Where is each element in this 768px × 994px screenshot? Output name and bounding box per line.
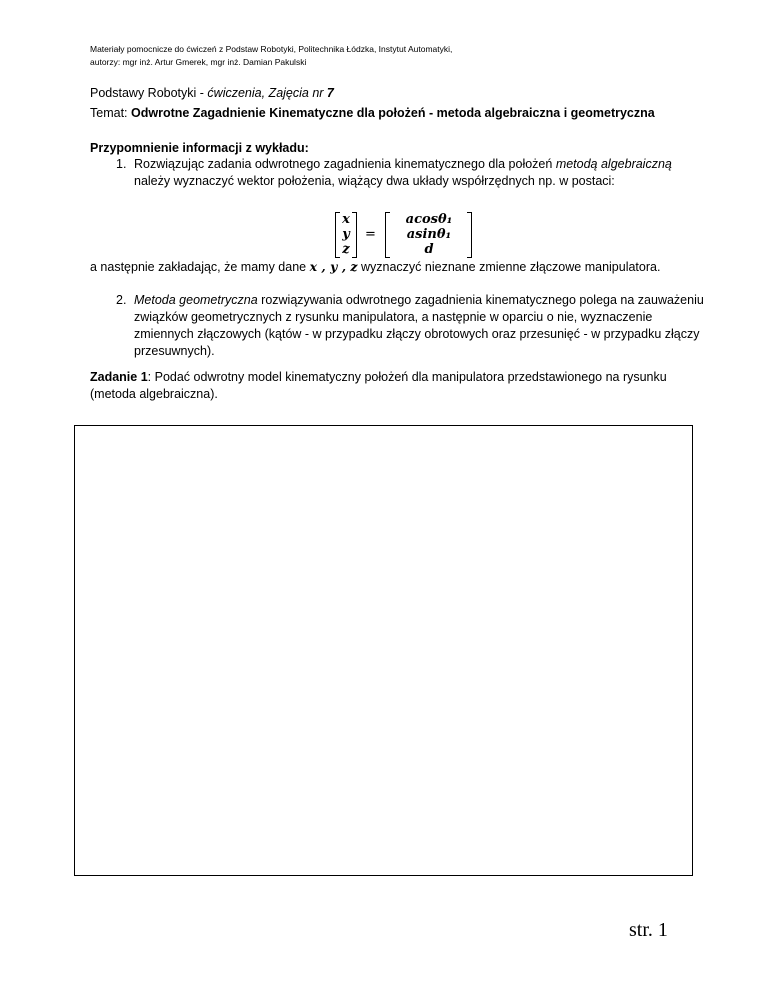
answer-box bbox=[74, 425, 693, 876]
header-line-2: autorzy: mgr inż. Artur Gmerek, mgr inż. Damian Pakulski bbox=[90, 57, 307, 67]
reminder-heading: Przypomnienie informacji z wykładu: bbox=[90, 141, 309, 155]
after-matrix-text-b: wyznaczyć nieznane zmienne złączowe manipulatora. bbox=[357, 260, 661, 274]
topic-line bbox=[90, 105, 655, 121]
task-1-text: : Podać odwrotny model kinematyczny położeń dla manipulatora przedstawionego na rysunku (metoda algebraiczna). bbox=[90, 370, 667, 401]
course-exercise: ćwiczenia, Zajęcia nr bbox=[207, 86, 327, 100]
left-vector-z: z bbox=[342, 242, 350, 257]
left-vector bbox=[340, 212, 352, 257]
item-1-text-italic: metodą algebraiczną bbox=[555, 157, 672, 171]
topic-title: Odwrotne Zagadnienie Kinematyczne dla położeń - metoda algebraiczna i geometryczna bbox=[131, 106, 655, 120]
task-1 bbox=[90, 369, 690, 403]
header-line-1: Materiały pomocnicze do ćwiczeń z Podstaw Robotyki, Politechnika Łódzka, Instytut Automatyki, bbox=[90, 44, 453, 54]
course-prefix: Podstawy Robotyki - bbox=[90, 86, 208, 100]
left-vector-close-bracket bbox=[352, 212, 357, 258]
left-vector-x: x bbox=[342, 212, 350, 227]
right-vector bbox=[390, 212, 468, 257]
task-1-label: Zadanie 1 bbox=[90, 370, 148, 384]
course-line bbox=[90, 85, 334, 101]
document-header bbox=[90, 43, 452, 69]
item-2-number: 2. bbox=[116, 293, 127, 307]
right-vector-close-bracket bbox=[467, 212, 472, 258]
left-vector-y: y bbox=[342, 227, 350, 242]
item-1-number: 1. bbox=[116, 157, 127, 171]
right-vector-row-3: d bbox=[424, 242, 434, 257]
item-1-text-a: Rozwiązując zadania odwrotnego zagadnienia kinematycznego dla położeń bbox=[134, 157, 556, 171]
course-number: 7 bbox=[326, 86, 334, 100]
item-2-text bbox=[134, 292, 706, 360]
right-vector-row-1: acosθ₁ bbox=[405, 212, 453, 227]
equals-sign: = bbox=[365, 227, 376, 242]
item-1-text-b: należy wyznaczyć wektor położenia, wiążący dwa układy współrzędnych np. w postaci: bbox=[134, 174, 615, 188]
item-1-text bbox=[134, 156, 704, 190]
after-matrix-vars: x , y , z bbox=[309, 259, 358, 274]
page-number: str. 1 bbox=[629, 919, 668, 941]
right-vector-row-2: asinθ₁ bbox=[406, 227, 452, 242]
topic-label: Temat: bbox=[90, 106, 131, 120]
after-matrix-text bbox=[90, 259, 710, 275]
item-2-text-b: rozwiązywania odwrotnego zagadnienia kinematycznego polega na zauważeniu związków geometrycznych z rysunku manipulatora, a następnie w oparciu o nie, wyznaczenie zmiennych złączowych (kątów - w przypadku złączy obrotowych oraz przesunięć - w przypadku złączy przesuwnych). bbox=[134, 293, 704, 358]
after-matrix-text-a: a następnie zakładając, że mamy dane bbox=[90, 260, 310, 274]
item-2-text-italic: Metoda geometryczna bbox=[134, 293, 258, 307]
